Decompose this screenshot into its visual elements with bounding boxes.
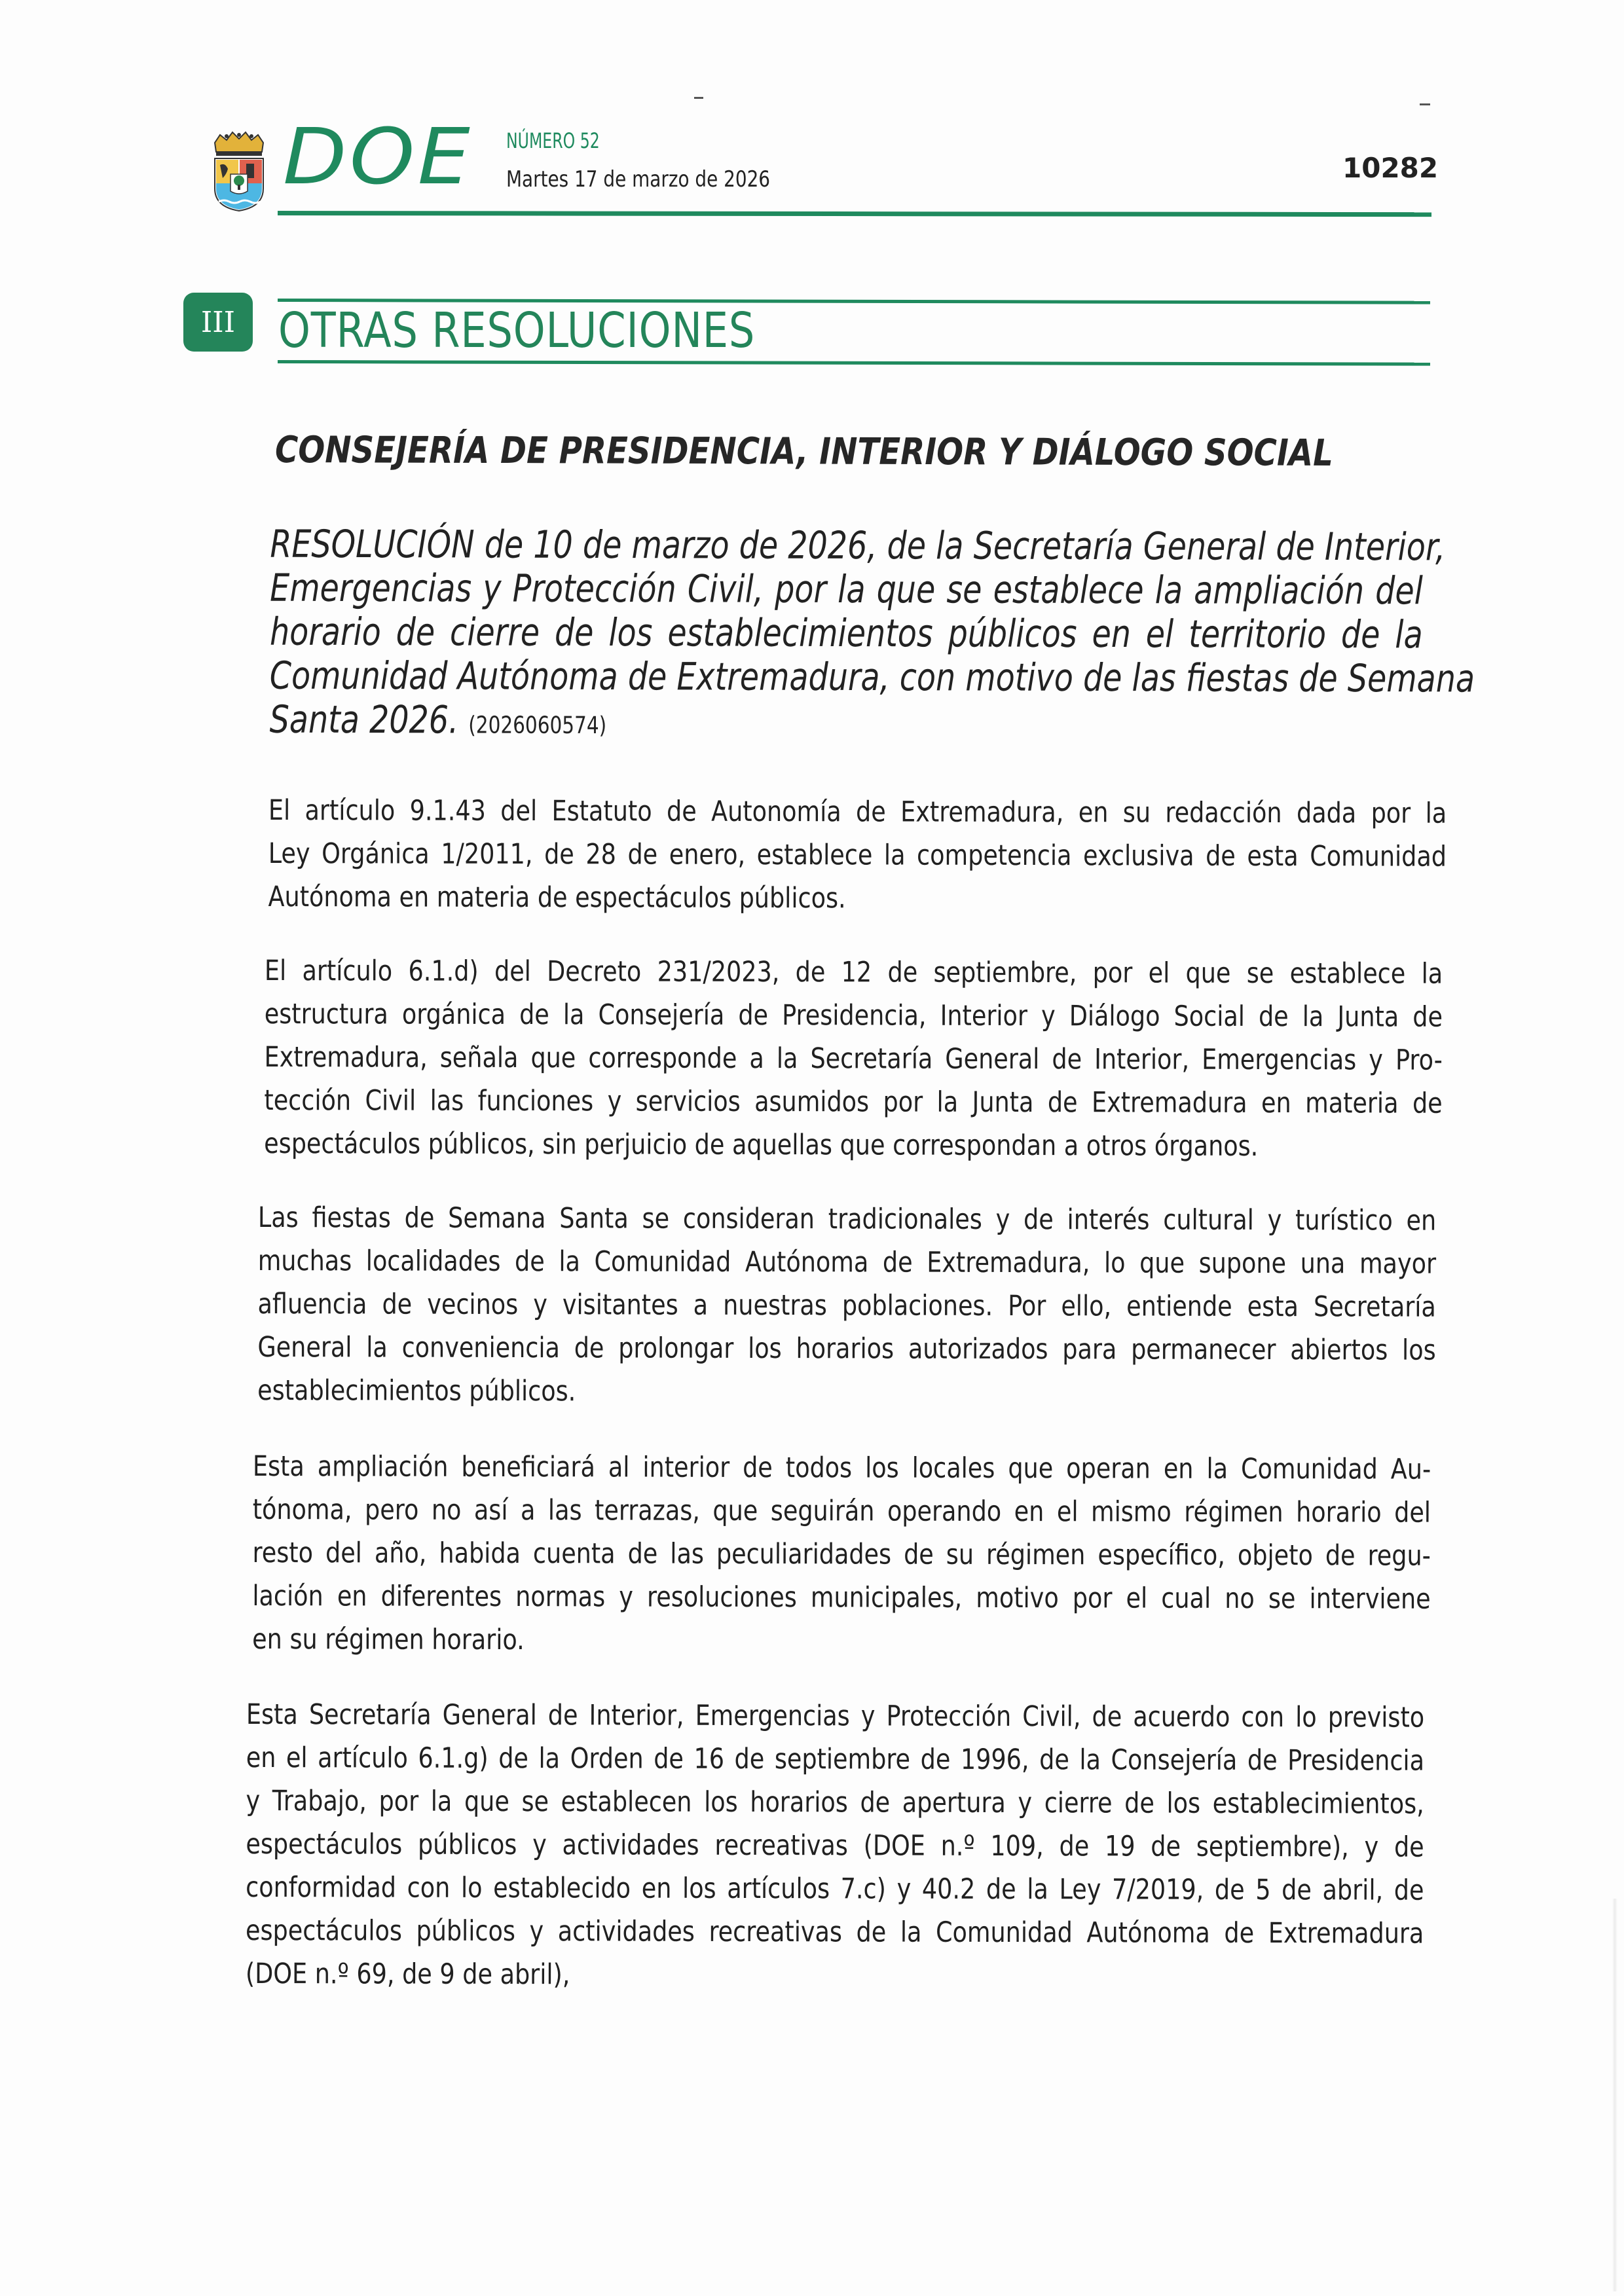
paragraph-line: muchas localidades de la Comunidad Autónoma de Extremadura, lo que supone una mayor (257, 1244, 1437, 1281)
paragraph-line: Las fiestas de Semana Santa se consideran tradicionales y de interés cultural y turístico en (257, 1201, 1437, 1237)
paragraph-line: tección Civil las funciones y servicios asumidos por la Junta de Extremadura en materia de (264, 1084, 1443, 1120)
paragraph-line: Extremadura, señala que corresponde a la Secretaría General de Interior, Emergencias y Pro- (264, 1040, 1443, 1077)
resolution-title-last-line (270, 698, 1423, 750)
header-divider (278, 211, 1431, 217)
paragraph-line: afluencia de vecinos y visitantes a nuestras poblaciones. Por ello, entiende esta Secretaría (257, 1287, 1436, 1324)
page-number: 10282 (1342, 152, 1439, 184)
ministry-heading: CONSEJERÍA DE PRESIDENCIA, INTERIOR Y DIÁLOGO SOCIAL (274, 429, 1333, 475)
resolution-title-line: Comunidad Autónoma de Extremadura, con motivo de las fiestas de Semana (269, 653, 1475, 701)
resolution-code: (2026060574) (468, 712, 607, 740)
paragraph-line: General la conveniencia de prolongar los horarios autorizados para permanecer abiertos los (257, 1330, 1436, 1367)
paragraph-line: establecimientos públicos. (257, 1374, 576, 1408)
paragraph-line: y Trabajo, por la que se establecen los horarios de apertura y cierre de los establecimientos, (246, 1784, 1424, 1821)
paragraph-line: Ley Orgánica 1/2011, de 28 de enero, establece la competencia exclusiva de esta Comunidad (268, 837, 1447, 873)
section-badge: III (183, 293, 253, 352)
paragraph-line: estructura orgánica de la Consejería de Presidencia, Interior y Diálogo Social de la Junta de (264, 997, 1443, 1034)
scan-mark (694, 97, 703, 99)
section-divider-bottom (278, 360, 1430, 366)
resolution-title (269, 521, 1475, 750)
section-title: OTRAS RESOLUCIONES (278, 302, 756, 359)
issue-number: NÚMERO 52 (506, 128, 600, 153)
resolution-title-line: Emergencias y Protección Civil, por la que se establece la ampliación del (270, 565, 1423, 613)
paragraph-line: tónoma, pero no así a las terrazas, que seguirán operando en el mismo régimen horario del (252, 1493, 1431, 1529)
paragraph (268, 789, 1447, 922)
paragraph (264, 949, 1443, 1169)
scan-mark (1420, 103, 1430, 105)
paragraph-line: resto del año, habida cuenta de las peculiaridades de su régimen específico, objeto de regu- (252, 1536, 1431, 1573)
paragraph-line: espectáculos públicos y actividades recreativas de la Comunidad Autónoma de Extremadura (245, 1914, 1424, 1950)
doe-logo (280, 118, 477, 190)
paragraph-line: Autónoma en materia de espectáculos públicos. (268, 880, 846, 915)
paragraph (257, 1196, 1437, 1415)
paragraph-line: conformidad con lo establecido en los artículos 7.c) y 40.2 de la Ley 7/2019, de 5 de abril, de (246, 1870, 1424, 1907)
paragraph-line: en el artículo 6.1.g) de la Orden de 16 de septiembre de 1996, de la Consejería de Presidencia (246, 1741, 1425, 1777)
paragraph-line: lación en diferentes normas y resoluciones municipales, motivo por el cual no se interviene (252, 1579, 1431, 1616)
resolution-title-line: horario de cierre de los establecimientos públicos en el territorio de la (269, 609, 1423, 657)
paragraph-line: Esta Secretaría General de Interior, Emergencias y Protección Civil, de acuerdo con lo previsto (246, 1698, 1425, 1734)
paragraph-line: en su régimen horario. (252, 1622, 525, 1657)
paragraph-line: Esta ampliación beneficiará al interior de todos los locales que operan en la Comunidad Au- (252, 1450, 1431, 1486)
issue-date: Martes 17 de marzo de 2026 (506, 166, 771, 192)
resolution-title-line: RESOLUCIÓN de 10 de marzo de 2026, de la Secretaría General de Interior, (270, 521, 1446, 570)
paragraph-line: (DOE n.º 69, de 9 de abril), (245, 1957, 570, 1992)
scan-edge-shadow (1612, 1899, 1617, 2291)
resolution-title-line: Santa 2026. (269, 697, 459, 742)
paragraph-line: espectáculos públicos y actividades recreativas (DOE n.º 109, de 19 de septiembre), y de (246, 1827, 1424, 1864)
paragraph (246, 1693, 1425, 1999)
extremadura-coat-of-arms-icon (211, 128, 267, 212)
paragraph-line: espectáculos públicos, sin perjuicio de aquellas que correspondan a otros órganos. (264, 1127, 1259, 1163)
doe-logo-text: DOE (283, 118, 473, 190)
paragraph (252, 1445, 1431, 1664)
paragraph-line: El artículo 6.1.d) del Decreto 231/2023, de 12 de septiembre, por el que se establece la (264, 955, 1443, 991)
paragraph-line: El artículo 9.1.43 del Estatuto de Autonomía de Extremadura, en su redacción dada por la (268, 794, 1447, 830)
